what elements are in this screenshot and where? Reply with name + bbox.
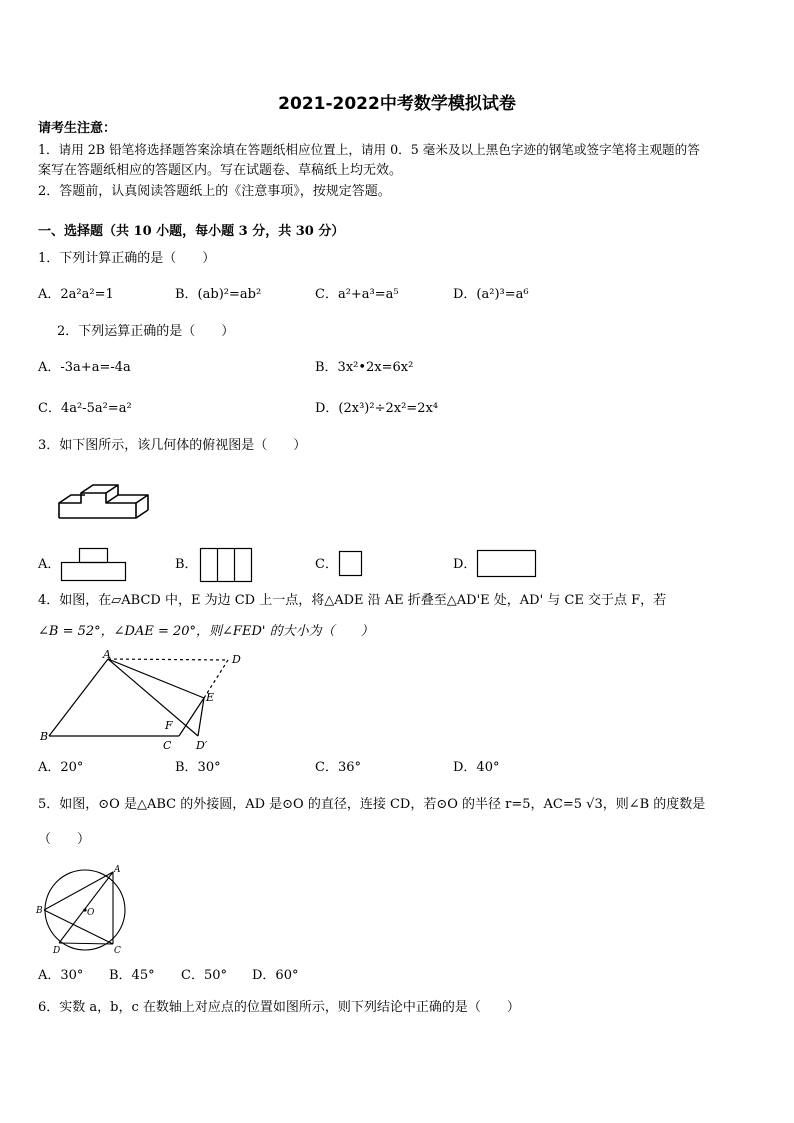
q3-solid-figure: [56, 476, 152, 522]
q3-option-d: D．: [453, 557, 477, 572]
q5-stem-line-1: 5．如图，⊙O 是△ABC 的外接圆，AD 是⊙O 的直径，连接 CD，若⊙O 的半径 r=5，AC=5 √3，则∠B 的度数是: [38, 797, 706, 812]
q3-option-a-figure: [61, 547, 128, 582]
q5-stem-line-2: （ ）: [38, 832, 91, 847]
q4-option-a: A．20°: [38, 760, 84, 775]
q4-parallelogram-figure: [36, 648, 256, 756]
q4-label-b: B: [40, 730, 49, 743]
notice-heading: 请考生注意：: [38, 121, 117, 136]
q4-stem-line-2: ∠B = 52°，∠DAE = 20°，则∠FED' 的大小为（ ）: [38, 624, 374, 639]
q5-option-c: C．50°: [181, 968, 227, 983]
q3-option-d-figure: [476, 549, 538, 579]
q1-option-a: A．2a²a²=1: [38, 287, 114, 302]
q1-option-d: D．(a²)³=a⁶: [453, 287, 529, 302]
notice-line-2: 案写在答题纸相应的答题区内。写在试题卷、草稿纸上均无效。: [38, 163, 403, 178]
q2-option-d: D．(2x³)²÷2x²=2x⁴: [315, 401, 439, 416]
q1-option-c: C．a²+a³=a⁵: [315, 287, 399, 302]
q3-option-b-figure: [199, 547, 254, 583]
q5-option-a: A．30°: [38, 968, 84, 983]
q5-circle-figure: [34, 860, 130, 956]
q4-label-c: C: [163, 739, 172, 752]
q4-label-d-prime: D′: [196, 739, 208, 752]
q3-stem: 3．如下图所示，该几何体的俯视图是（ ）: [38, 438, 307, 453]
q3-option-c: C．: [315, 557, 338, 572]
q4-stem-line-1: 4．如图，在▱ABCD 中，E 为边 CD 上一点，将△ADE 沿 AE 折叠至△AD'E 处，AD' 与 CE 交于点 F，若: [38, 593, 667, 608]
q4-label-f: F: [165, 719, 173, 732]
page-title: 2021-2022中考数学模拟试卷: [278, 94, 516, 114]
q1-option-b: B．(ab)²=ab²: [175, 287, 262, 302]
q2-option-b: B．3x²•2x=6x²: [315, 360, 414, 375]
q4-label-a: A: [103, 648, 111, 661]
q2-option-c: C．4a²-5a²=a²: [38, 401, 132, 416]
notice-line-3: 2．答题前，认真阅读答题纸上的《注意事项》，按规定答题。: [38, 184, 391, 199]
q6-stem: 6．实数 a，b，c 在数轴上对应点的位置如图所示，则下列结论中正确的是（ ）: [38, 1000, 520, 1015]
q5-label-a: A: [114, 865, 121, 875]
q5-option-d: D．60°: [252, 968, 299, 983]
q5-label-b: B: [36, 906, 43, 916]
q1-stem: 1．下列计算正确的是（ ）: [38, 251, 216, 266]
q4-option-d: D．40°: [453, 760, 500, 775]
q3-option-c-figure: [338, 550, 364, 578]
notice-line-1: 1．请用 2B 铅笔将选择题答案涂填在答题纸相应位置上，请用 0．5 毫米及以上黑色字迹的钢笔或签字笔将主观题的答: [38, 142, 700, 157]
q5-label-d: D: [53, 946, 61, 956]
section-heading: 一、选择题（共 10 小题，每小题 3 分，共 30 分）: [38, 224, 345, 239]
q3-option-a: A．: [38, 557, 61, 572]
q2-option-a: A．-3a+a=-4a: [38, 360, 131, 375]
q4-option-c: C．36°: [315, 760, 361, 775]
q5-label-o: O: [87, 908, 95, 918]
q5-label-c: C: [114, 946, 121, 956]
q4-label-d: D: [232, 653, 241, 666]
q2-stem: 2．下列运算正确的是（ ）: [57, 324, 235, 339]
q5-option-b: B．45°: [109, 968, 155, 983]
q3-option-b: B．: [175, 557, 198, 572]
q4-label-e: E: [206, 691, 215, 704]
q4-option-b: B．30°: [175, 760, 221, 775]
